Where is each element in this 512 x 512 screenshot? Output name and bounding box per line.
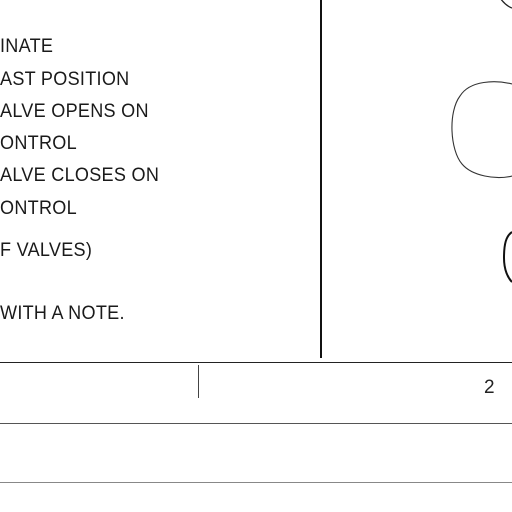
legend-line-6: ONTROL [0,198,77,219]
symbol-arc-top [500,0,512,8]
legend-line-7: F VALVES) [0,240,93,261]
sheet-bottom-border [0,482,512,483]
title-block-top-border [0,362,512,363]
page-number: 2 [484,377,495,398]
legend-line-1: INATE [0,36,54,57]
legend-line-8: WITH A NOTE. [0,303,125,324]
valve-symbols [320,0,512,360]
legend-line-4: ONTROL [0,133,77,154]
legend-line-2: AST POSITION [0,69,130,90]
legend-line-3: ALVE OPENS ON [0,101,149,122]
title-block-row-border [0,423,512,424]
legend-line-5: ALVE CLOSES ON [0,165,160,186]
symbol-circle [452,82,512,178]
title-block-cell-divider [198,365,199,398]
symbol-paren [504,232,512,282]
